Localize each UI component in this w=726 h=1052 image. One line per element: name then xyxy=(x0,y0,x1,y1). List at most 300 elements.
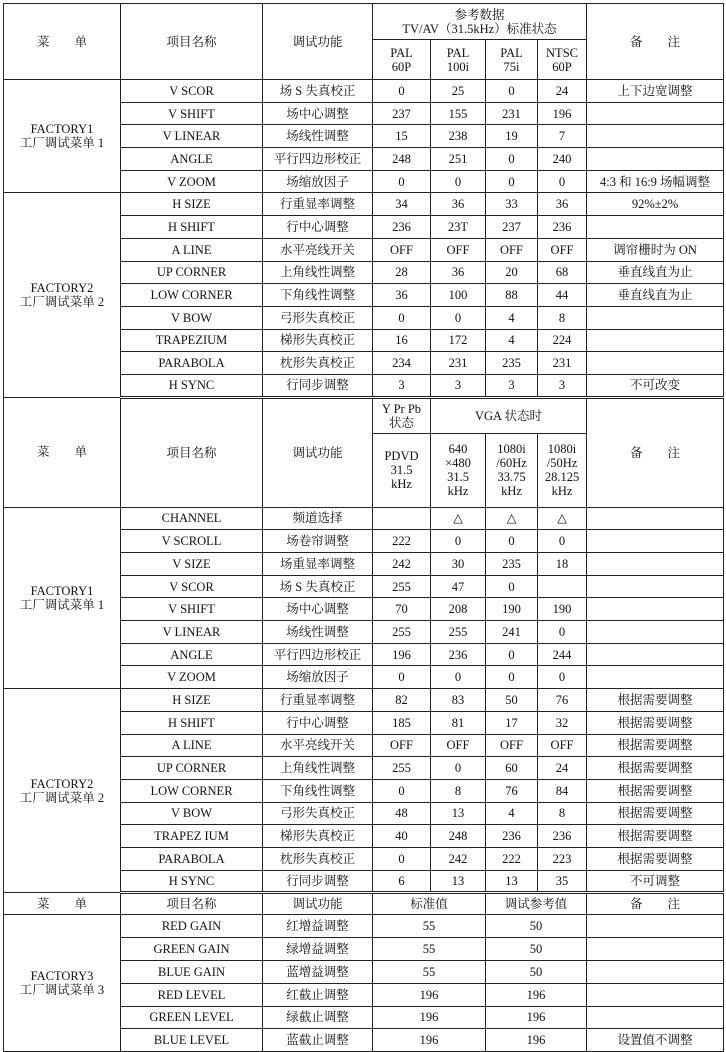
standard-value-cell: 196 xyxy=(373,1029,486,1052)
value-cell: OFF xyxy=(486,238,538,261)
note-cell: 不可改变 xyxy=(587,374,724,397)
function-cell: 蓝截止调整 xyxy=(263,1029,373,1052)
value-cell: 231 xyxy=(431,352,486,375)
mode-header-line: 60P xyxy=(552,59,572,74)
mode-header-line: 31.5 xyxy=(447,470,469,485)
value-cell: 0 xyxy=(486,530,538,553)
value-cell: 248 xyxy=(373,148,431,171)
value-cell: 13 xyxy=(431,870,486,893)
function-header: 调试功能 xyxy=(263,4,373,80)
value-cell: 0 xyxy=(373,80,431,103)
note-cell: 不可调整 xyxy=(587,870,724,893)
function-cell: 水平亮线开关 xyxy=(263,238,373,261)
mode-header xyxy=(486,433,538,507)
reference-data-header-line: TV/AV（31.5kHz）标准状态 xyxy=(402,21,557,36)
mode-header-line: 1080i xyxy=(497,442,526,457)
value-cell: 234 xyxy=(373,352,431,375)
mode-header xyxy=(431,40,486,80)
note-cell xyxy=(587,915,724,938)
item-name-cell: H SHIFT xyxy=(121,216,263,239)
value-cell: 0 xyxy=(486,148,538,171)
value-cell: OFF xyxy=(538,734,587,757)
menu-group-cell-line: FACTORY1 xyxy=(30,122,94,137)
function-cell: 场线性调整 xyxy=(263,125,373,148)
value-cell: 19 xyxy=(486,125,538,148)
menu-group-cell-line: 工厂调试菜单 1 xyxy=(19,597,105,612)
function-cell: 行中心调整 xyxy=(263,711,373,734)
mode-header-line: 1080i xyxy=(547,442,577,457)
note-cell: 4:3 和 16:9 场幅调整 xyxy=(587,170,724,193)
function-cell: 行中心调整 xyxy=(263,216,373,239)
function-cell: 水平亮线开关 xyxy=(263,734,373,757)
item-name-cell: V LINEAR xyxy=(121,125,263,148)
note-header: 备 注 xyxy=(587,397,724,507)
function-cell: 平行四边形校正 xyxy=(263,643,373,666)
item-name-cell: GREEN GAIN xyxy=(121,938,263,961)
item-name-header: 项目名称 xyxy=(121,397,263,507)
function-cell: 行重显率调整 xyxy=(263,193,373,216)
function-cell: 上角线性调整 xyxy=(263,261,373,284)
value-cell: 3 xyxy=(431,374,486,397)
value-cell: 32 xyxy=(538,711,587,734)
note-header: 备 注 xyxy=(587,893,724,915)
mode-header-line: 28.125 xyxy=(544,470,580,485)
value-cell: 60 xyxy=(486,757,538,780)
function-cell: 场缩放因子 xyxy=(263,170,373,193)
value-cell: 47 xyxy=(431,575,486,598)
value-cell: 17 xyxy=(486,711,538,734)
value-cell: 82 xyxy=(373,689,431,712)
function-cell: 红截止调整 xyxy=(263,983,373,1006)
note-cell xyxy=(587,1006,724,1029)
value-cell: 244 xyxy=(538,643,587,666)
note-cell xyxy=(587,938,724,961)
value-cell: 0 xyxy=(538,530,587,553)
value-cell: 0 xyxy=(373,666,431,689)
value-cell: 8 xyxy=(538,802,587,825)
value-cell: 48 xyxy=(373,802,431,825)
table-row xyxy=(4,689,724,712)
mode-header-line: PAL xyxy=(446,45,470,60)
menu-group-cell xyxy=(4,80,121,193)
reference-value-cell: 50 xyxy=(486,938,587,961)
table-row xyxy=(4,193,724,216)
value-cell: 76 xyxy=(486,779,538,802)
item-name-cell: TRAPEZ IUM xyxy=(121,825,263,848)
value-cell: 185 xyxy=(373,711,431,734)
value-cell: 13 xyxy=(431,802,486,825)
value-cell: 8 xyxy=(538,306,587,329)
table2-header-row xyxy=(4,397,724,433)
mode-header xyxy=(373,40,431,80)
reference-value-cell: 196 xyxy=(486,983,587,1006)
note-cell xyxy=(587,666,724,689)
value-cell: OFF xyxy=(373,734,431,757)
mode-header-line: PAL xyxy=(390,45,413,60)
item-name-cell: BLUE GAIN xyxy=(121,960,263,983)
reference-data-header-line: 参考数据 xyxy=(454,7,505,22)
mode-header-line: 640 xyxy=(448,442,468,457)
menu-group-cell-line: 工厂调试菜单 2 xyxy=(19,790,105,805)
value-cell: 235 xyxy=(486,352,538,375)
function-cell: 弓形失真校正 xyxy=(263,802,373,825)
function-cell: 枕形失真校正 xyxy=(263,352,373,375)
note-cell xyxy=(587,216,724,239)
value-cell: 196 xyxy=(373,643,431,666)
item-name-cell: LOW CORNER xyxy=(121,284,263,307)
reference-value-cell: 50 xyxy=(486,915,587,938)
menu-group-cell-line: 工厂调试菜单 2 xyxy=(19,295,105,310)
value-cell: OFF xyxy=(431,734,486,757)
value-cell: 255 xyxy=(373,621,431,644)
mode-header-line: PDVD xyxy=(384,449,419,464)
item-name-cell: H SIZE xyxy=(121,193,263,216)
value-cell: 208 xyxy=(431,598,486,621)
note-cell xyxy=(587,148,724,171)
note-cell xyxy=(587,553,724,576)
note-cell: 根据需要调整 xyxy=(587,711,724,734)
item-name-cell: H SIZE xyxy=(121,689,263,712)
value-cell: 224 xyxy=(538,329,587,352)
standard-value-cell: 55 xyxy=(373,915,486,938)
function-cell: 场卷帘调整 xyxy=(263,530,373,553)
value-cell: 3 xyxy=(486,374,538,397)
table-body xyxy=(4,4,724,1052)
value-cell: 6 xyxy=(373,870,431,893)
function-cell: 场重显率调整 xyxy=(263,553,373,576)
value-cell: OFF xyxy=(373,238,431,261)
mode-header-line: PAL xyxy=(500,45,523,60)
mode-header-line: 60P xyxy=(391,59,412,74)
ypbpr-header xyxy=(373,397,431,433)
value-cell: OFF xyxy=(538,238,587,261)
function-cell: 场缩放因子 xyxy=(263,666,373,689)
value-cell: 251 xyxy=(431,148,486,171)
value-cell: 242 xyxy=(373,553,431,576)
value-cell: 223 xyxy=(538,847,587,870)
item-name-cell: V SCOR xyxy=(121,575,263,598)
value-cell: 0 xyxy=(538,666,587,689)
value-cell: 7 xyxy=(538,125,587,148)
value-cell: 0 xyxy=(486,80,538,103)
function-cell: 弓形失真校正 xyxy=(263,306,373,329)
item-name-cell: H SYNC xyxy=(121,870,263,893)
mode-header xyxy=(431,433,486,507)
item-name-cell: TRAPEZIUM xyxy=(121,329,263,352)
mode-header xyxy=(486,40,538,80)
item-name-cell: PARABOLA xyxy=(121,352,263,375)
value-cell: 0 xyxy=(431,306,486,329)
value-cell: △ xyxy=(486,507,538,530)
item-name-cell: V LINEAR xyxy=(121,621,263,644)
item-name-cell: CHANNEL xyxy=(121,507,263,530)
item-name-cell: ANGLE xyxy=(121,643,263,666)
value-cell: 0 xyxy=(431,530,486,553)
function-cell: 绿截止调整 xyxy=(263,1006,373,1029)
item-name-header: 项目名称 xyxy=(121,4,263,80)
value-cell: 0 xyxy=(431,666,486,689)
value-cell: 3 xyxy=(538,374,587,397)
menu-group-cell-line: 工厂调试菜单 3 xyxy=(19,983,105,998)
mode-header-line: kHz xyxy=(501,484,522,499)
value-cell: 30 xyxy=(431,553,486,576)
value-cell: 255 xyxy=(373,757,431,780)
note-cell: 根据需要调整 xyxy=(587,689,724,712)
value-cell: 36 xyxy=(538,193,587,216)
function-cell: 场中心调整 xyxy=(263,102,373,125)
note-cell: 根据需要调整 xyxy=(587,847,724,870)
item-name-cell: UP CORNER xyxy=(121,261,263,284)
value-cell: 16 xyxy=(373,329,431,352)
value-cell: 76 xyxy=(538,689,587,712)
function-cell: 梯形失真校正 xyxy=(263,329,373,352)
value-cell: 236 xyxy=(431,643,486,666)
item-name-cell: A LINE xyxy=(121,238,263,261)
mode-header-line: /50Hz xyxy=(546,456,578,471)
function-cell: 枕形失真校正 xyxy=(263,847,373,870)
value-cell: 242 xyxy=(431,847,486,870)
function-cell: 蓝增益调整 xyxy=(263,960,373,983)
value-cell: 235 xyxy=(486,553,538,576)
function-cell: 行同步调整 xyxy=(263,870,373,893)
value-cell: 0 xyxy=(486,666,538,689)
value-cell xyxy=(373,507,431,530)
item-name-cell: V ZOOM xyxy=(121,170,263,193)
value-cell: 44 xyxy=(538,284,587,307)
item-name-cell: A LINE xyxy=(121,734,263,757)
item-name-cell: V SHIFT xyxy=(121,598,263,621)
item-name-cell: H SYNC xyxy=(121,374,263,397)
note-cell xyxy=(587,507,724,530)
value-cell: 25 xyxy=(431,80,486,103)
note-cell: 根据需要调整 xyxy=(587,825,724,848)
value-cell: 237 xyxy=(373,102,431,125)
menu-group-cell-line: FACTORY3 xyxy=(30,969,94,984)
note-cell xyxy=(587,983,724,1006)
menu-group-cell xyxy=(4,507,121,689)
value-cell: 36 xyxy=(431,193,486,216)
note-cell xyxy=(587,960,724,983)
item-name-cell: V BOW xyxy=(121,802,263,825)
value-cell: 0 xyxy=(431,170,486,193)
ypbpr-header-line: Y Pr Pb xyxy=(381,401,422,416)
value-cell: 33 xyxy=(486,193,538,216)
menu-group-cell xyxy=(4,915,121,1052)
note-cell: 垂直线直为止 xyxy=(587,284,724,307)
item-name-cell: V SCOR xyxy=(121,80,263,103)
function-header: 调试功能 xyxy=(263,893,373,915)
function-cell: 梯形失真校正 xyxy=(263,825,373,848)
function-cell: 场线性调整 xyxy=(263,621,373,644)
value-cell: 15 xyxy=(373,125,431,148)
value-cell: 236 xyxy=(538,825,587,848)
value-cell: 236 xyxy=(373,216,431,239)
note-cell xyxy=(587,643,724,666)
note-cell xyxy=(587,306,724,329)
value-cell: 35 xyxy=(538,870,587,893)
value-cell: 237 xyxy=(486,216,538,239)
table-row xyxy=(4,507,724,530)
mode-header-line: kHz xyxy=(551,484,573,499)
item-name-cell: V BOW xyxy=(121,306,263,329)
note-cell: 设置值不调整 xyxy=(587,1029,724,1052)
menu-header: 菜 单 xyxy=(4,4,121,80)
mode-header xyxy=(538,433,587,507)
value-cell: 70 xyxy=(373,598,431,621)
value-cell: 23T xyxy=(431,216,486,239)
note-cell: 根据需要调整 xyxy=(587,757,724,780)
function-cell: 下角线性调整 xyxy=(263,779,373,802)
table3-header-row xyxy=(4,893,724,915)
ypbpr-header-line: 状态 xyxy=(388,415,414,430)
function-header: 调试功能 xyxy=(263,397,373,507)
reference-value-cell: 50 xyxy=(486,960,587,983)
value-cell: 236 xyxy=(486,825,538,848)
reference-value-cell: 196 xyxy=(486,1029,587,1052)
reference-data-header xyxy=(373,4,587,40)
item-name-cell: V SIZE xyxy=(121,553,263,576)
menu-group-cell-line: 工厂调试菜单 1 xyxy=(19,136,105,151)
vga-header: VGA 状态时 xyxy=(431,397,587,433)
mode-header-line: ×480 xyxy=(445,456,471,471)
mode-header-line: 100i xyxy=(446,59,470,74)
value-cell: 34 xyxy=(373,193,431,216)
mode-header-line: 31.5 xyxy=(390,463,413,478)
value-cell: 0 xyxy=(486,575,538,598)
item-name-cell: ANGLE xyxy=(121,148,263,171)
value-cell: △ xyxy=(431,507,486,530)
standard-value-cell: 55 xyxy=(373,938,486,961)
value-cell: 83 xyxy=(431,689,486,712)
note-cell: 调帘栅时为 ON xyxy=(587,238,724,261)
value-cell: 88 xyxy=(486,284,538,307)
value-cell: 36 xyxy=(373,284,431,307)
value-cell: 13 xyxy=(486,870,538,893)
reference-value-header: 调试参考值 xyxy=(486,893,587,915)
mode-header-line: kHz xyxy=(391,477,412,492)
value-cell: 190 xyxy=(486,598,538,621)
menu-header: 菜 单 xyxy=(4,893,121,915)
note-cell xyxy=(587,125,724,148)
item-name-cell: UP CORNER xyxy=(121,757,263,780)
value-cell: 0 xyxy=(486,170,538,193)
mode-header-line: 75i xyxy=(503,59,520,74)
function-cell: 上角线性调整 xyxy=(263,757,373,780)
function-cell: 行同步调整 xyxy=(263,374,373,397)
menu-header: 菜 单 xyxy=(4,397,121,507)
factory-settings-document xyxy=(3,3,723,1052)
note-cell xyxy=(587,575,724,598)
mode-header-line: NTSC xyxy=(546,45,578,60)
value-cell: 40 xyxy=(373,825,431,848)
mode-header xyxy=(373,433,431,507)
value-cell: 255 xyxy=(431,621,486,644)
menu-group-cell-line: FACTORY1 xyxy=(30,583,94,598)
note-cell xyxy=(587,530,724,553)
value-cell xyxy=(538,575,587,598)
item-name-cell: LOW CORNER xyxy=(121,779,263,802)
factory-settings-table xyxy=(3,3,724,1052)
value-cell: 240 xyxy=(538,148,587,171)
note-cell xyxy=(587,352,724,375)
mode-header-line: 33.75 xyxy=(497,470,526,485)
value-cell: 231 xyxy=(486,102,538,125)
standard-value-cell: 55 xyxy=(373,960,486,983)
menu-group-cell-line: FACTORY2 xyxy=(30,281,94,296)
value-cell: 8 xyxy=(431,779,486,802)
mode-header xyxy=(538,40,587,80)
menu-group-cell xyxy=(4,689,121,893)
note-cell xyxy=(587,102,724,125)
value-cell: 4 xyxy=(486,306,538,329)
standard-value-cell: 196 xyxy=(373,1006,486,1029)
function-cell: 频道选择 xyxy=(263,507,373,530)
value-cell: 155 xyxy=(431,102,486,125)
note-cell xyxy=(587,598,724,621)
table1-header-row xyxy=(4,4,724,40)
value-cell: 241 xyxy=(486,621,538,644)
function-cell: 下角线性调整 xyxy=(263,284,373,307)
value-cell: 4 xyxy=(486,329,538,352)
item-name-header: 项目名称 xyxy=(121,893,263,915)
note-cell xyxy=(587,621,724,644)
value-cell: 0 xyxy=(373,847,431,870)
note-cell: 根据需要调整 xyxy=(587,734,724,757)
value-cell: 0 xyxy=(486,643,538,666)
mode-header-line: kHz xyxy=(447,484,469,499)
function-cell: 平行四边形校正 xyxy=(263,148,373,171)
item-name-cell: BLUE LEVEL xyxy=(121,1029,263,1052)
value-cell: 196 xyxy=(538,102,587,125)
item-name-cell: PARABOLA xyxy=(121,847,263,870)
menu-group-cell xyxy=(4,193,121,397)
value-cell: OFF xyxy=(431,238,486,261)
function-cell: 场中心调整 xyxy=(263,598,373,621)
value-cell: 0 xyxy=(538,621,587,644)
standard-value-header: 标准值 xyxy=(373,893,486,915)
value-cell: 4 xyxy=(486,802,538,825)
item-name-cell: GREEN LEVEL xyxy=(121,1006,263,1029)
item-name-cell: V SCROLL xyxy=(121,530,263,553)
mode-header-line: /60Hz xyxy=(496,456,527,471)
table-row xyxy=(4,80,724,103)
value-cell: 222 xyxy=(373,530,431,553)
value-cell: 190 xyxy=(538,598,587,621)
item-name-cell: V ZOOM xyxy=(121,666,263,689)
value-cell: 20 xyxy=(486,261,538,284)
value-cell: 0 xyxy=(373,779,431,802)
note-cell: 上下边宽调整 xyxy=(587,80,724,103)
value-cell: 238 xyxy=(431,125,486,148)
value-cell: 0 xyxy=(373,306,431,329)
value-cell: 236 xyxy=(538,216,587,239)
note-cell: 92%±2% xyxy=(587,193,724,216)
value-cell: 172 xyxy=(431,329,486,352)
function-cell: 场 S 失真校正 xyxy=(263,575,373,598)
item-name-cell: H SHIFT xyxy=(121,711,263,734)
note-cell: 垂直线直为止 xyxy=(587,261,724,284)
menu-group-cell-line: FACTORY2 xyxy=(30,776,94,791)
note-cell: 根据需要调整 xyxy=(587,802,724,825)
reference-value-cell: 196 xyxy=(486,1006,587,1029)
note-cell xyxy=(587,329,724,352)
value-cell: 0 xyxy=(373,170,431,193)
value-cell: 0 xyxy=(538,170,587,193)
item-name-cell: V SHIFT xyxy=(121,102,263,125)
function-cell: 行重显率调整 xyxy=(263,689,373,712)
value-cell: 18 xyxy=(538,553,587,576)
standard-value-cell: 196 xyxy=(373,983,486,1006)
